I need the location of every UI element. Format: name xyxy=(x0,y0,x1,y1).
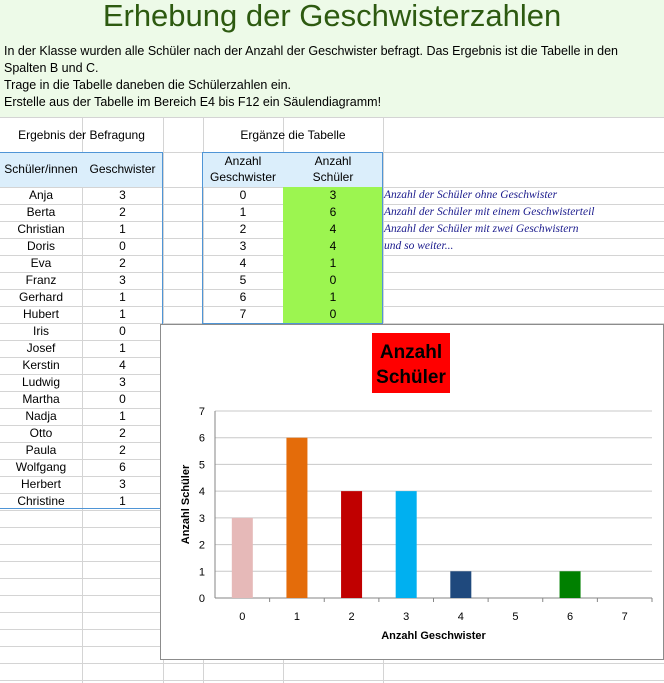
summary-header-siblings-line2: Geschwister xyxy=(209,170,277,184)
sibling-count-cell[interactable]: 4 xyxy=(119,358,126,372)
note-one-sibling: Anzahl der Schüler mit einem Geschwisterteil xyxy=(384,206,595,218)
summary-caption: Ergänze die Tabelle xyxy=(240,128,346,142)
sibling-count-cell[interactable]: 1 xyxy=(119,222,126,236)
summary-header-students-line1: Anzahl xyxy=(314,154,352,168)
instruction-line: Trage in die Tabelle daneben die Schülerzahlen ein. xyxy=(4,78,292,92)
sibling-number-cell[interactable]: 7 xyxy=(239,307,247,321)
student-count-input-cell[interactable]: 0 xyxy=(329,273,337,287)
student-name-cell[interactable]: Christine xyxy=(17,494,65,508)
student-name-cell[interactable]: Doris xyxy=(26,239,55,253)
sibling-number-cell[interactable]: 6 xyxy=(239,290,247,304)
sibling-count-cell[interactable]: 0 xyxy=(119,392,126,406)
sibling-count-cell[interactable]: 1 xyxy=(119,409,126,423)
student-name-cell[interactable]: Nadja xyxy=(25,409,57,423)
chart-x-tick-label: 3 xyxy=(403,611,410,623)
sibling-count-cell[interactable]: 3 xyxy=(119,273,126,287)
student-count-input-cell[interactable]: 1 xyxy=(329,290,337,304)
survey-caption: Ergebnis der Befragung xyxy=(18,128,145,142)
sibling-count-cell[interactable]: 1 xyxy=(119,290,126,304)
sibling-count-cell[interactable]: 2 xyxy=(119,256,126,270)
sibling-count-cell[interactable]: 3 xyxy=(119,477,126,491)
student-name-cell[interactable]: Paula xyxy=(25,443,57,457)
chart-x-tick-label: 7 xyxy=(621,611,628,623)
chart-y-tick-label: 0 xyxy=(198,593,205,605)
student-name-cell[interactable]: Franz xyxy=(25,273,57,287)
chart-y-tick-label: 2 xyxy=(198,539,205,552)
note-two-siblings: Anzahl der Schüler mit zwei Geschwistern xyxy=(384,223,579,235)
sibling-number-cell[interactable]: 5 xyxy=(239,273,247,287)
sibling-count-cell[interactable]: 2 xyxy=(119,443,126,457)
student-name-cell[interactable]: Christian xyxy=(17,222,65,236)
chart-title-line2: Schüler xyxy=(376,367,446,388)
summary-header-students-line2: Schüler xyxy=(312,170,354,184)
instruction-line: Erstelle aus der Tabelle im Bereich E4 bis F12 ein Säulendiagramm! xyxy=(4,95,382,109)
chart-bar-2 xyxy=(341,491,362,598)
chart-bar-6 xyxy=(560,571,581,598)
chart-y-tick-label: 6 xyxy=(198,432,205,445)
student-name-cell[interactable]: Gerhard xyxy=(18,290,64,304)
sibling-number-cell[interactable]: 1 xyxy=(239,205,247,219)
student-name-cell[interactable]: Wolfgang xyxy=(15,460,67,474)
student-name-cell[interactable]: Berta xyxy=(26,205,56,219)
student-name-cell[interactable]: Ludwig xyxy=(21,375,61,389)
chart-y-tick-label: 1 xyxy=(198,566,205,579)
chart-y-tick-label: 7 xyxy=(198,406,205,418)
student-count-input-cell[interactable]: 4 xyxy=(329,239,337,253)
chart-x-axis-title: Anzahl Geschwister xyxy=(381,630,486,642)
sibling-number-cell[interactable]: 0 xyxy=(239,188,247,202)
student-name-cell[interactable]: Herbert xyxy=(20,477,61,491)
chart-x-tick-label: 1 xyxy=(293,611,300,623)
sibling-count-cell[interactable]: 3 xyxy=(119,375,126,389)
student-name-cell[interactable]: Hubert xyxy=(22,307,60,321)
chart-bar-1 xyxy=(286,438,307,598)
chart-x-tick-label: 6 xyxy=(567,611,574,623)
chart-bar-3 xyxy=(396,491,417,598)
sibling-count-cell[interactable]: 2 xyxy=(119,426,126,440)
note-no-siblings: Anzahl der Schüler ohne Geschwister xyxy=(384,189,558,201)
chart-x-tick-label: 2 xyxy=(348,611,355,623)
sibling-count-cell[interactable]: 1 xyxy=(119,341,126,355)
chart-y-tick-label: 4 xyxy=(198,486,205,499)
student-count-input-cell[interactable]: 4 xyxy=(329,222,337,236)
chart-x-tick-label: 4 xyxy=(457,611,464,623)
chart-x-tick-label: 0 xyxy=(239,611,246,623)
student-name-cell[interactable]: Otto xyxy=(29,426,53,440)
chart-y-axis-title: Anzahl Schüler xyxy=(180,464,192,545)
sibling-count-cell[interactable]: 1 xyxy=(119,307,126,321)
survey-header-students: Schüler/innen xyxy=(4,162,78,176)
chart-y-tick-label: 3 xyxy=(198,512,205,525)
sibling-count-cell[interactable]: 0 xyxy=(119,239,126,253)
instruction-line: In der Klasse wurden alle Schüler nach der Anzahl der Geschwister befragt. Das Ergebnis ist die Tabelle in den xyxy=(4,44,619,58)
student-name-cell[interactable]: Kerstin xyxy=(22,358,60,372)
student-name-cell[interactable]: Eva xyxy=(30,256,52,270)
chart-y-tick-label: 5 xyxy=(198,459,205,472)
sibling-number-cell[interactable]: 4 xyxy=(239,256,247,270)
chart-bar-4 xyxy=(450,571,471,598)
survey-header-siblings: Geschwister xyxy=(89,162,156,176)
student-count-input-cell[interactable]: 6 xyxy=(329,205,337,219)
student-count-input-cell[interactable]: 1 xyxy=(329,256,337,270)
sibling-count-cell[interactable]: 6 xyxy=(119,460,126,474)
student-name-cell[interactable]: Josef xyxy=(26,341,56,355)
student-count-input-cell[interactable]: 3 xyxy=(329,188,337,202)
column-chart[interactable] xyxy=(160,324,664,660)
chart-bar-0 xyxy=(232,518,253,598)
sibling-count-cell[interactable]: 3 xyxy=(119,188,126,202)
sibling-count-cell[interactable]: 0 xyxy=(119,324,126,338)
instruction-line: Spalten B und C. xyxy=(4,61,99,75)
sibling-number-cell[interactable]: 3 xyxy=(239,239,247,253)
chart-plot xyxy=(161,325,663,659)
sibling-count-cell[interactable]: 1 xyxy=(119,494,126,508)
sibling-number-cell[interactable]: 2 xyxy=(239,222,247,236)
page-title: Erhebung der Geschwisterzahlen xyxy=(102,0,562,33)
chart-title-line1: Anzahl xyxy=(379,342,443,363)
summary-header-siblings-line1: Anzahl xyxy=(224,154,262,168)
chart-x-tick-label: 5 xyxy=(512,611,519,623)
sibling-count-cell[interactable]: 2 xyxy=(119,205,126,219)
student-count-input-cell[interactable]: 0 xyxy=(329,307,337,321)
student-name-cell[interactable]: Anja xyxy=(28,188,54,202)
student-name-cell[interactable]: Martha xyxy=(22,392,60,406)
student-name-cell[interactable]: Iris xyxy=(33,324,49,338)
note-and-so-on: und so weiter... xyxy=(384,240,454,252)
